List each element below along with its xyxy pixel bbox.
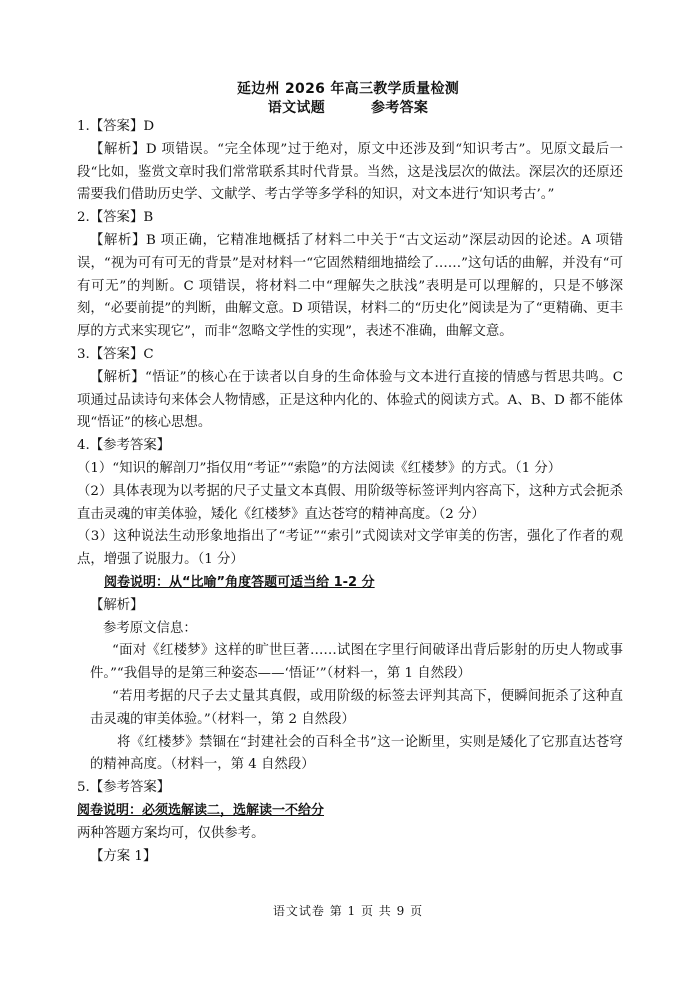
q4-point-1: （1）“知识的解剖刀”指仅用“考证”“索隐”的方法阅读《红楼梦》的方式。（1 分） xyxy=(77,460,562,476)
q4-source-quote-2: “若用考据的尺子去丈量其真假，或用阶级的标签去评判其高下，便瞬间扼杀了这种直击灵魂的审美体验。”（材料一，第 2 自然段） xyxy=(90,688,623,727)
q4-source-label: 参考原文信息： xyxy=(103,620,197,636)
q5-both-plans-ok: 两种答题方案均可，仅供参考。 xyxy=(77,825,265,841)
q4-grading-note: 阅卷说明：从“比喻”角度答题可适当给 1-2 分 xyxy=(104,574,375,590)
document-title: 延边州 2026 年高三教学质量检测 xyxy=(236,81,460,97)
q1-analysis: 【解析】D 项错误。“完全体现”过于绝对，原文中还涉及到“知识考古”。见原文最后一段“比如，鉴赏文章时我们常常联系其时代背景。当然，这是浅层次的做法。深层次的还原还需要我们借助历史学、文献学、考古学等多学科的知识，对文本进行‘知识考古’。” xyxy=(77,141,623,203)
subject-label: 语文试题 xyxy=(267,100,325,116)
q4-source-quote-3: 将《红楼梦》禁锢在“封建社会的百科全书”这一论断里，实则是矮化了它那直达苍穹的精神高度。（材料一，第 4 自然段） xyxy=(90,734,623,773)
page-footer: 语文试卷 第 1 页 共 9 页 xyxy=(272,904,424,918)
answer-content xyxy=(77,116,623,868)
q4-analysis-label: 【解析】 xyxy=(90,597,144,613)
answer-key-label: 参考答案 xyxy=(371,100,429,116)
q4-point-3: （3）这种说法生动形象地指出了“考证”“索引”式阅读对文学审美的伤害，强化了作者的观点，增强了说服力。（1 分） xyxy=(77,529,623,568)
document-header xyxy=(0,80,696,118)
q2-heading: 2.【答案】B xyxy=(77,210,154,226)
q4-point-2: （2）具体表现为以考据的尺子丈量文本真假、用阶级等标签评判内容高下，这种方式会扼杀直击灵魂的审美体验，矮化《红楼梦》直达苍穹的精神高度。（2 分） xyxy=(77,483,623,522)
q2-analysis: 【解析】B 项正确，它精准地概括了材料二中关于“古文运动”深层动因的论述。A 项错误，“视为可有可无的背景”是对材料一“它固然精细地描绘了……”这句话的曲解，并没有“可有可无”的判断。C 项错误，将材料二中“理解失之肤浅”表明是可以理解的，只是不够深刻，“必要前提”的判断，曲解文意。D 项错误，材料二的“历史化”阅读是为了“更精确、更丰厚的方式来实现它”，而非“忽略文学性的实现”，表述不准确，曲解文意。 xyxy=(77,232,623,340)
q4-source-quote-1: “面对《红楼梦》这样的旷世巨著……试图在字里行间破译出背后影射的历史人物或事件。”“我倡导的是第三种姿态——‘悟证’”（材料一，第 1 自然段） xyxy=(90,643,623,682)
q3-heading: 3.【答案】C xyxy=(77,346,154,362)
q3-analysis: 【解析】“悟证”的核心在于读者以自身的生命体验与文本进行直接的情感与哲思共鸣。C 项通过品读诗句来体会人物情感，正是这种内化的、体验式的阅读方式。A、B、D 都不能体现“悟证”的核心思想。 xyxy=(77,369,623,431)
q5-grading-note: 阅卷说明：必须选解读二，选解读一不给分 xyxy=(77,802,325,818)
q5-grading-note-line xyxy=(77,800,623,823)
q1-heading: 1.【答案】D xyxy=(77,119,155,134)
q5-heading: 5.【参考答案】 xyxy=(77,780,171,796)
q4-heading: 4.【参考答案】 xyxy=(77,438,171,454)
q5-plan-1-label: 【方案 1】 xyxy=(90,848,157,864)
q4-grading-note-line xyxy=(77,572,623,595)
